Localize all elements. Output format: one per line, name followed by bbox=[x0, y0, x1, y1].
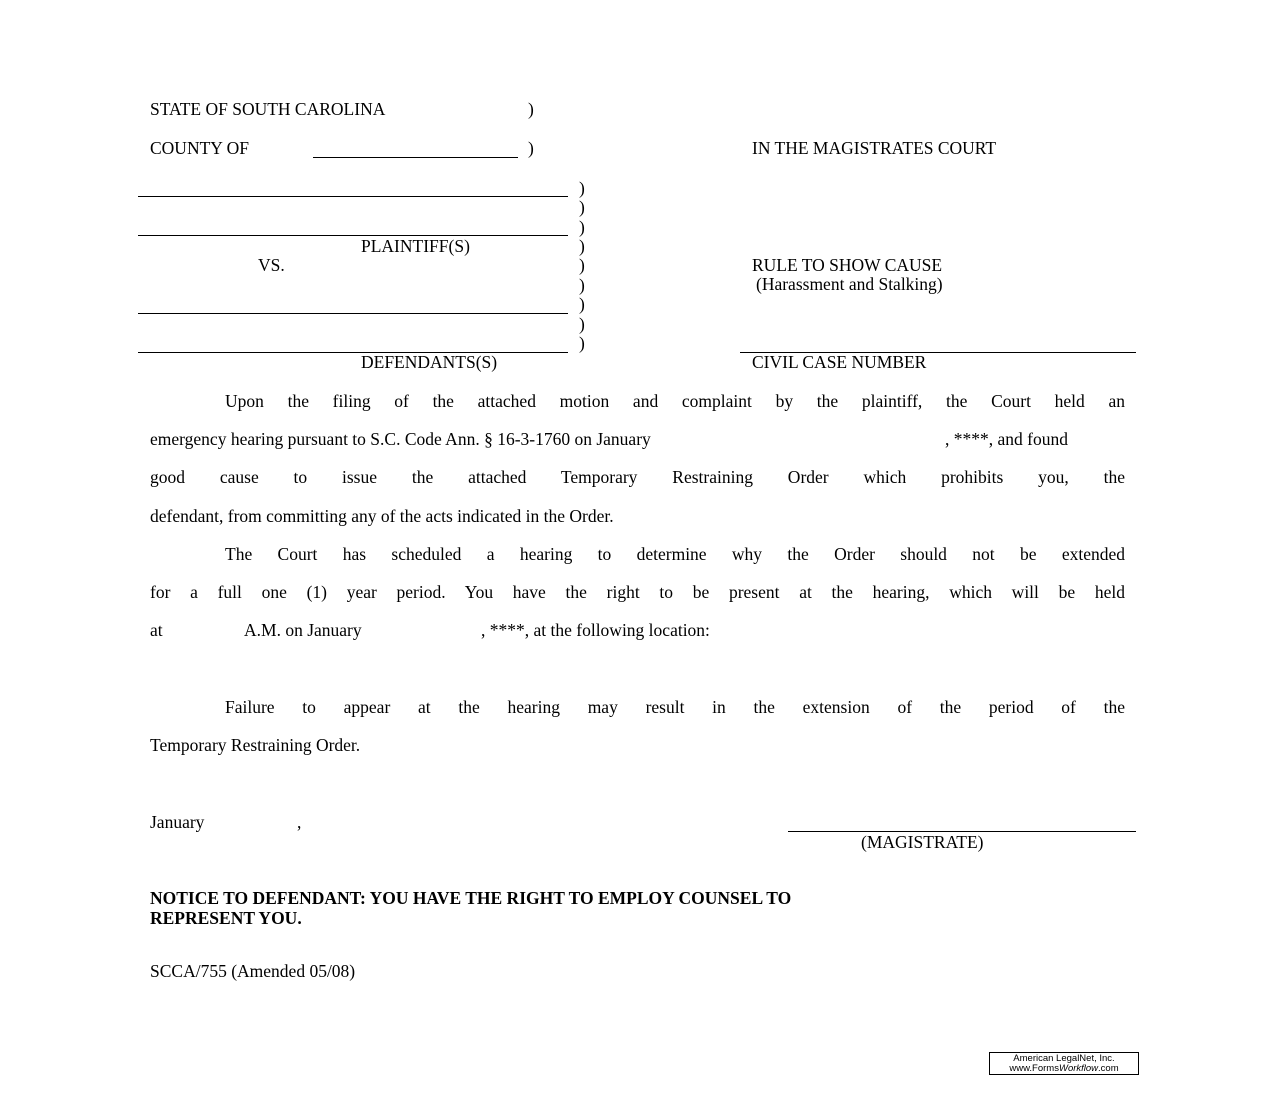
paragraph-1-line-1: Upon the filing of the attached motion and complaint by the plaintiff, the Court held an bbox=[225, 391, 1125, 411]
caption-paren: ) bbox=[579, 197, 585, 217]
plaintiff-line[interactable] bbox=[138, 196, 568, 197]
case-number-label: CIVIL CASE NUMBER bbox=[752, 352, 927, 372]
paragraph-1-line-2b: , ****, and found bbox=[945, 429, 1068, 449]
caption-paren: ) bbox=[528, 138, 534, 158]
caption-paren: ) bbox=[579, 294, 585, 314]
notice-line-1: NOTICE TO DEFENDANT: YOU HAVE THE RIGHT TO EMPLOY COUNSEL TO bbox=[150, 888, 792, 908]
plaintiff-label: PLAINTIFF(S) bbox=[361, 236, 470, 256]
publisher-site: www.FormsWorkflow.com bbox=[1009, 1063, 1119, 1074]
publisher-logo bbox=[989, 1052, 1139, 1075]
paragraph-2-line-3a: at bbox=[150, 620, 163, 640]
caption-paren: ) bbox=[579, 275, 585, 295]
defendant-line[interactable] bbox=[138, 313, 568, 314]
paragraph-1-line-2a: emergency hearing pursuant to S.C. Code Ann. § 16-3-1760 on January bbox=[150, 429, 651, 449]
document-title: RULE TO SHOW CAUSE bbox=[752, 255, 943, 275]
paragraph-2-line-1: The Court has scheduled a hearing to determine why the Order should not be extended bbox=[225, 544, 1125, 564]
county-blank-line[interactable] bbox=[313, 157, 518, 158]
publisher-company: American LegalNet, Inc. bbox=[1013, 1053, 1115, 1064]
magistrate-label: (MAGISTRATE) bbox=[861, 832, 984, 852]
caption-paren: ) bbox=[528, 99, 534, 119]
caption-paren: ) bbox=[579, 217, 585, 237]
caption-paren: ) bbox=[579, 255, 585, 275]
paragraph-3-line-1: Failure to appear at the hearing may result in the extension of the period of the bbox=[225, 697, 1125, 717]
county-label: COUNTY OF bbox=[150, 138, 250, 158]
date-comma: , bbox=[297, 812, 302, 832]
plaintiff-line[interactable] bbox=[138, 235, 568, 236]
defendant-line[interactable] bbox=[138, 352, 568, 353]
caption-paren: ) bbox=[579, 333, 585, 353]
caption-paren: ) bbox=[579, 236, 585, 256]
caption-paren: ) bbox=[579, 314, 585, 334]
defendant-label: DEFENDANTS(S) bbox=[361, 352, 498, 372]
court-label: IN THE MAGISTRATES COURT bbox=[752, 138, 997, 158]
paragraph-2-line-2: for a full one (1) year period. You have the right to be present at the hearing, which will be held bbox=[150, 582, 1125, 602]
form-id: SCCA/755 (Amended 05/08) bbox=[150, 961, 356, 981]
caption-paren: ) bbox=[579, 178, 585, 198]
vs-label: VS. bbox=[258, 255, 285, 275]
document-subtitle: (Harassment and Stalking) bbox=[756, 274, 943, 294]
paragraph-1-line-4: defendant, from committing any of the acts indicated in the Order. bbox=[150, 506, 614, 526]
date-month: January bbox=[150, 812, 205, 832]
notice-line-2: REPRESENT YOU. bbox=[150, 908, 302, 928]
paragraph-2-line-3c: , ****, at the following location: bbox=[481, 620, 710, 640]
state-label: STATE OF SOUTH CAROLINA bbox=[150, 99, 386, 119]
paragraph-1-line-3: good cause to issue the attached Temporary Restraining Order which prohibits you, the bbox=[150, 467, 1125, 487]
paragraph-2-line-3b: A.M. on January bbox=[244, 620, 362, 640]
paragraph-3-line-2: Temporary Restraining Order. bbox=[150, 735, 361, 755]
